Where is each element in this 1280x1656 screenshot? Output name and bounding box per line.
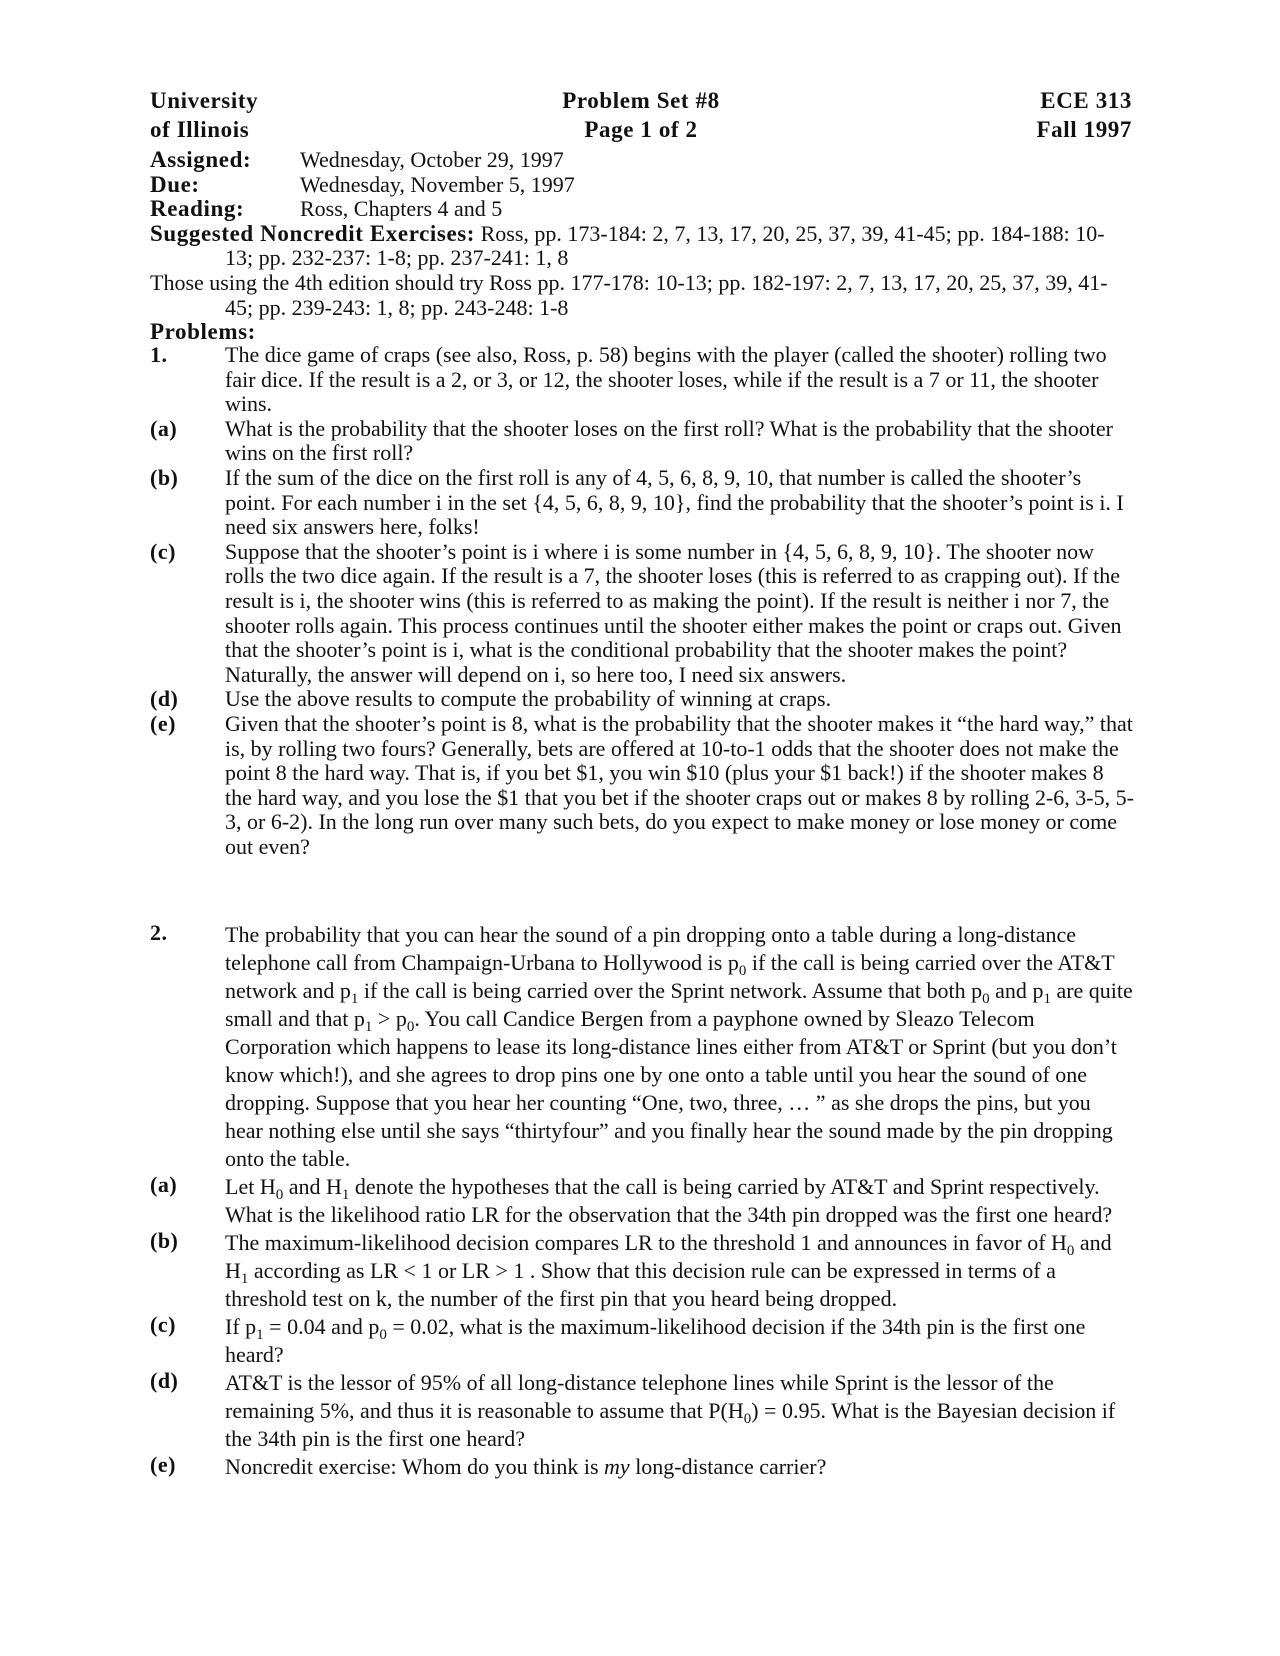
problem-1c — [150, 540, 1134, 688]
symbol-h: H — [259, 1174, 276, 1199]
symbol-p: p — [353, 1006, 365, 1031]
header-title: Problem Set #8 — [562, 88, 720, 113]
header-row-1 — [150, 86, 1132, 115]
emphasis-my: my — [604, 1454, 630, 1479]
problem-1d — [150, 687, 1134, 712]
header-page-number: Page 1 of 2 — [584, 117, 698, 142]
document-header — [150, 86, 1132, 144]
symbol-p: p — [971, 978, 983, 1003]
subscript: 0 — [379, 1327, 387, 1343]
subscript: 0 — [275, 1187, 284, 1203]
part-label: (e) — [150, 1452, 176, 1477]
subscript: 1 — [350, 991, 359, 1007]
symbol-h: H — [225, 1258, 241, 1283]
fourth-edition-note: Those using the 4th edition should try Ross pp. 177-178: 10-13; pp. 182-197: 2, 7, 13, 17, 20, 25, 37, 39, 41-45; pp. 239-243: 1, 8; pp. 243-248: 1-8 — [150, 269, 1108, 320]
text-run: and — [1074, 1230, 1112, 1255]
problem-text: The dice game of craps (see also, Ross, p. 58) begins with the player (called the shooter) rolling two fair dice. If the result is a 2, or 3, or 12, the shooter loses, while if the result is a 7 or 11, the shooter wins. — [225, 342, 1107, 417]
problem-2 — [150, 921, 1134, 1481]
subscript: 0 — [406, 1019, 415, 1035]
problem-text — [225, 921, 1134, 1173]
text-run: and — [283, 1174, 326, 1199]
problem-1 — [150, 343, 1134, 859]
text-run: AT&T is the lessor of 95% of all long-distance telephone lines while Sprint is the lessor of the remaining 5%, and thus it is reasonable to assume that P( — [225, 1370, 1054, 1423]
suggested-label: Suggested Noncredit Exercises: — [150, 220, 476, 246]
symbol-h: H — [325, 1174, 342, 1199]
text-run: Let — [225, 1174, 260, 1199]
part-text — [225, 1173, 1134, 1229]
part-text: Use the above results to compute the probability of winning at craps. — [225, 686, 832, 712]
text-run: according as LR < 1 or LR > 1 . Show that this decision rule can be expressed in terms of a threshold test on k, the number of the first pin that you heard being dropped. — [225, 1258, 1056, 1311]
part-label: (d) — [150, 686, 179, 712]
subscript: 1 — [240, 1271, 249, 1287]
part-text: If the sum of the dice on the first roll is any of 4, 5, 6, 8, 9, 10, that number is called the shooter’s point. For each number i in the set {4, 5, 6, 8, 9, 10}, find the probability that the shooter’s point is i. I need six answers here, folks! — [225, 464, 1124, 540]
problem-2a — [150, 1173, 1134, 1229]
subscript: 1 — [341, 1187, 350, 1203]
symbol-p: p — [1032, 978, 1044, 1003]
due-date: Wednesday, November 5, 1997 — [300, 171, 575, 197]
header-illinois: of Illinois — [150, 117, 250, 142]
suggested-value: Ross, pp. 173-184: 2, 7, 13, 17, 20, 25, 37, 39, 41-45; pp. 184-188: 10-13; pp. 232-237: 1-8; pp. 237-241: 1, 8 — [225, 220, 1105, 271]
part-text — [225, 1453, 1134, 1481]
due-label: Due: — [150, 171, 200, 197]
part-label: (b) — [150, 1228, 179, 1253]
symbol-p: p — [339, 978, 351, 1003]
text-run: > — [372, 1006, 396, 1031]
header-row-2 — [150, 115, 1132, 144]
subscript: 0 — [738, 963, 747, 979]
problems-heading: Problems: — [150, 319, 256, 345]
symbol-p: p — [368, 1314, 380, 1339]
header-term: Fall 1997 — [1036, 117, 1132, 142]
symbol-h: H — [727, 1398, 744, 1423]
problem-1b — [150, 466, 1134, 540]
suggested-exercises — [150, 222, 1132, 271]
text-run: The maximum-likelihood decision compares LR to the threshold 1 and announces in favor of — [225, 1230, 1052, 1255]
assigned-label: Assigned: — [150, 147, 252, 172]
due-row — [150, 173, 1132, 198]
text-run: are quite small and that — [225, 978, 1133, 1031]
reading-row — [150, 197, 1132, 222]
reading-value: Ross, Chapters 4 and 5 — [300, 196, 503, 222]
part-label: (a) — [150, 1172, 178, 1197]
subscript: 0 — [743, 1411, 752, 1427]
problem-1a — [150, 417, 1134, 466]
text-run: The probability that you can hear the sound of a pin dropping onto a table during a long-distance telephone call from Champaign-Urbana to Hollywood is — [225, 922, 1077, 975]
text-run: = 0.04 and — [263, 1314, 369, 1339]
text-run: and — [989, 978, 1033, 1003]
assignment-info — [150, 148, 1132, 345]
part-label: (c) — [150, 538, 176, 564]
problem-number: 1. — [150, 342, 168, 367]
header-university: University — [150, 88, 259, 113]
subscript: 0 — [1066, 1243, 1075, 1259]
part-text: Given that the shooter’s point is 8, what is the probability that the shooter makes it “the hard way,” that is, by rolling two fours? Generally, bets are offered at 10-to-1 odds that the shooter does not make the point 8 the hard way. That is, if you bet $1, you win $10 (plus your $1 back!) if the shooter makes 8 the hard way, and you lose the $1 that you bet if the shooter craps out or makes 8 by rolling 2-6, 3-5, 5-3, or 6-2). In the long run over many such bets, do you expect to make money or lose money or come out even? — [225, 710, 1134, 859]
subscript: 1 — [364, 1019, 373, 1035]
subscript: 1 — [256, 1327, 264, 1343]
part-text: Suppose that the shooter’s point is i where i is some number in {4, 5, 6, 8, 9, 10}. The shooter now rolls the two dice again. If the result is a 7, the shooter loses (this is referred to as crapping out). If the result is i, the shooter wins (this is referred to as making the point). If the result is neither i nor 7, the shooter rolls again. This process continues until the shooter either makes the point or craps out. Given that the shooter’s point is i, what is the conditional probability that the shooter makes the point? Naturally, the answer will depend on i, so here too, I need six answers. — [225, 538, 1122, 687]
part-label: (c) — [150, 1312, 176, 1337]
part-text — [225, 1313, 1134, 1369]
subscript: 0 — [982, 991, 990, 1007]
problem-1e — [150, 712, 1134, 860]
problem-2e — [150, 1453, 1134, 1481]
problem-2d — [150, 1369, 1134, 1453]
subscript: 1 — [1043, 991, 1051, 1007]
part-text — [225, 1229, 1134, 1313]
text-run: Noncredit exercise: Whom do you think is — [225, 1454, 605, 1479]
symbol-h: H — [1051, 1230, 1067, 1255]
problem-1-intro — [150, 343, 1134, 417]
reading-label: Reading: — [150, 196, 245, 222]
assigned-row — [150, 148, 1132, 173]
part-text — [225, 1369, 1134, 1453]
symbol-p: p — [395, 1006, 407, 1031]
text-run: if the call is being carried over the AT&T network and — [225, 950, 1115, 1003]
text-run: denote the hypotheses that the call is being carried by AT&T and Sprint respectively. What is the likelihood ratio LR for the observation that the 34th pin dropped was the first one heard? — [225, 1174, 1113, 1227]
text-run: If — [225, 1314, 246, 1339]
header-course: ECE 313 — [1040, 88, 1132, 113]
symbol-p: p — [245, 1314, 257, 1339]
part-label: (a) — [150, 415, 178, 441]
problem-2c — [150, 1313, 1134, 1369]
problem-2b — [150, 1229, 1134, 1313]
text-run: = 0.02, what is the maximum-likelihood decision if the 34th pin is the first one heard? — [225, 1314, 1086, 1367]
symbol-p: p — [727, 950, 739, 975]
text-run: ) = 0.95. What is the Bayesian decision if the 34th pin is the first one heard? — [225, 1398, 1116, 1451]
problem-2-intro — [150, 921, 1134, 1173]
text-run: if the call is being carried over the Sprint network. Assume that both — [358, 978, 972, 1003]
problem-number: 2. — [150, 920, 168, 945]
part-label: (e) — [150, 710, 176, 736]
text-run: . You call Candice Bergen from a payphone owned by Sleazo Telecom Corporation which happens to lease its long-distance lines either from AT&T or Sprint (but you don’t know which!), and she agrees to drop pins one by one onto a table until you hear the sound of one dropping. Suppose that you hear her counting “One, two, three, … ” as she drops the pins, but you hear nothing else until she says “thirtyfour” and you finally hear the sound made by the pin dropping onto the table. — [225, 1006, 1117, 1171]
text-run: long-distance carrier? — [629, 1454, 827, 1479]
part-label: (b) — [150, 464, 179, 490]
assigned-date: Wednesday, October 29, 1997 — [300, 147, 564, 172]
part-label: (d) — [150, 1368, 179, 1393]
part-text: What is the probability that the shooter loses on the first roll? What is the probability that the shooter wins on the first roll? — [225, 415, 1113, 466]
